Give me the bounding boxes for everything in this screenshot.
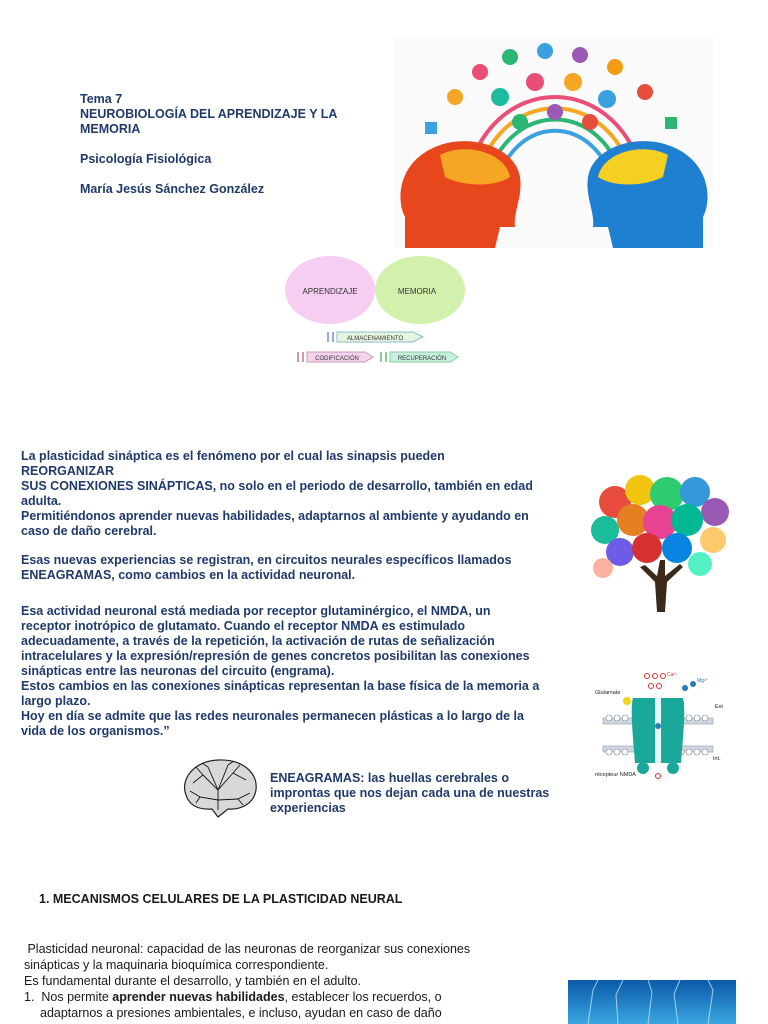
paragraph-plasticity: La plasticidad sináptica es el fenómeno por el cual las sinapsis pueden REORGANIZAR SUS CONEXIONES SINÁPTICAS, no solo en el periodo de desarrollo, también en edad adulta. Permitiéndonos aprender nuevas habilidades, adaptarnos al ambiente y ayudando en caso de daño cerebral.	[21, 449, 533, 538]
magnesium-label: Mg²⁺	[697, 678, 709, 684]
topic-label: Tema 7	[80, 92, 123, 106]
nmda-receptor-figure	[585, 668, 730, 783]
list-text: , establecer los recuerdos, o	[284, 990, 442, 1004]
paragraph-nmda: Esa actividad neuronal está mediada por receptor glutaminérgico, el NMDA, un receptor inotrópico de glutamato. Cuando el receptor NMDA es estimulado adecuadamente, a través de la repetición, la activación de rutas de señalización intracelulares y la expresión/represión de genes concretos posibilitan las conexiones sinápticas entre las neuronas del circuito (engrama). Estos cambios en las conexiones sinápticas representan la base física de la memoria a largo plazo. Hoy en día se admite que las redes neuronales permanecen plásticas a lo largo de la vida de los organismos.”	[21, 604, 540, 738]
list-number: 1.	[24, 990, 35, 1004]
intracellular-label: Int.	[713, 756, 721, 762]
paragraph-eneagramas: Esas nuevas experiencias se registran, en circuitos neurales específicos llamados ENEAGRAMAS, como cambios en la actividad neuronal.	[21, 553, 512, 582]
two-heads-illustration	[395, 37, 713, 248]
glutamate-label: Glutamate	[595, 690, 621, 696]
receptor-label: récepteur NMDA	[595, 772, 636, 778]
list-bold-text: aprender nuevas habilidades	[112, 990, 285, 1004]
colorful-tree-image	[585, 472, 735, 612]
arrow-retrieval-label: RECUPERACIÓN	[397, 356, 447, 362]
hero-illustration	[395, 37, 713, 248]
section-line: Es fundamental durante el desarrollo, y también en el adulto.	[24, 974, 362, 988]
arrow-encoding-label: CODIFICACIÓN	[315, 356, 359, 362]
section-line: sinápticas y la maquinaria bioquímica correspondiente.	[24, 958, 329, 972]
blue-neurons-image	[568, 980, 736, 1024]
venn-right-label: MEMORIA	[397, 287, 437, 296]
arrow-storage-label: ALMACENAMIENTO	[346, 336, 404, 342]
list-item-continuation: adaptarnos a presiones ambientales, e incluso, ayudan en caso de daño	[40, 1006, 442, 1020]
subject-label: Psicología Fisiológica	[80, 152, 212, 166]
author-label: María Jesús Sánchez González	[80, 182, 265, 196]
calcium-label: Ca²⁺	[667, 672, 678, 678]
extracellular-label: Ext	[715, 704, 723, 710]
section-line: Plasticidad neuronal: capacidad de las neuronas de reorganizar sus conexiones	[24, 942, 471, 956]
section-heading: 1. MECANISMOS CELULARES DE LA PLASTICIDAD NEURAL	[39, 892, 403, 906]
brain-network-image	[178, 755, 260, 820]
section-body	[24, 941, 544, 1021]
title-block	[80, 92, 350, 197]
list-text: Nos permite	[41, 990, 113, 1004]
learning-memory-diagram	[285, 255, 465, 370]
venn-left-label: APRENDIZAJE	[302, 287, 358, 296]
engrama-definition: ENEAGRAMAS: las huellas cerebrales o improntas que nos dejan cada una de nuestras experiencias	[270, 771, 550, 815]
list-item	[24, 989, 544, 1005]
document-title: NEUROBIOLOGÍA DEL APRENDIZAJE Y LA MEMORIA	[80, 107, 337, 136]
